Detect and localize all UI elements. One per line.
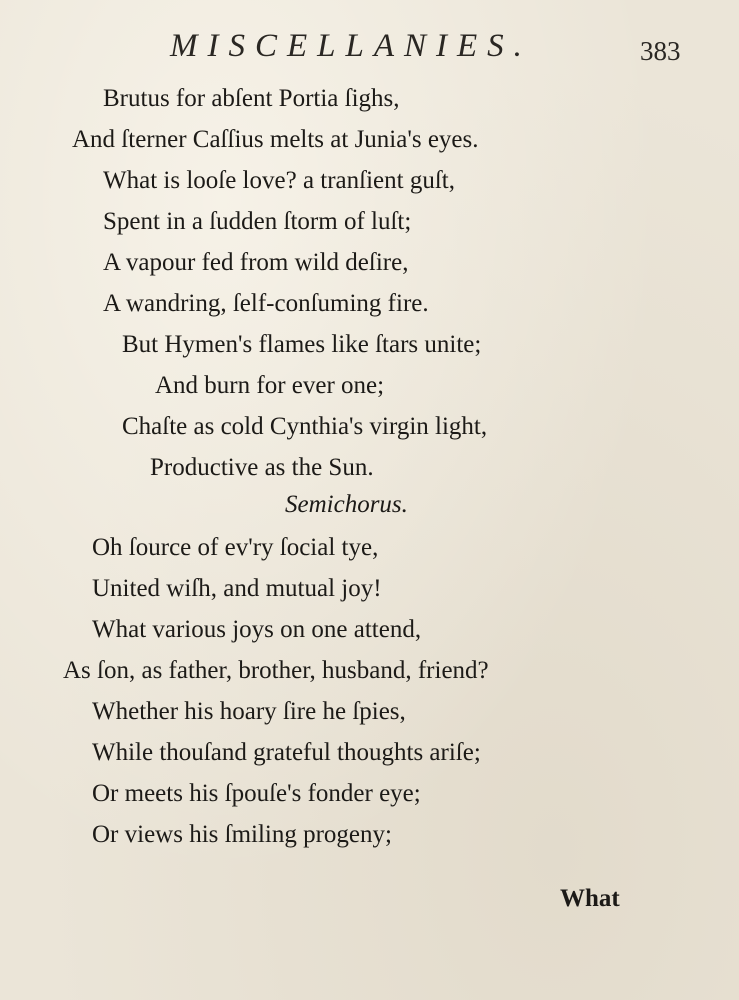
poem-line: Spent in a ſudden ſtorm of luſt; bbox=[103, 208, 412, 235]
poem-line: But Hymen's flames like ſtars unite; bbox=[122, 331, 482, 358]
poem-line: United wiſh, and mutual joy! bbox=[92, 575, 382, 602]
section-heading: Semichorus. bbox=[285, 491, 408, 518]
poem-line: Brutus for abſent Portia ſighs, bbox=[103, 85, 400, 112]
poem-line: A wandring, ſelf-conſuming fire. bbox=[103, 290, 429, 317]
poem-line: Or views his ſmiling progeny; bbox=[92, 821, 392, 848]
poem-line: What is looſe love? a tranſient guſt, bbox=[103, 167, 455, 194]
poem-line: And ſterner Caſſius melts at Junia's eyes. bbox=[72, 126, 479, 153]
poem-line: Whether his hoary ſire he ſpies, bbox=[92, 698, 406, 725]
poem-line: While thouſand grateful thoughts ariſe; bbox=[92, 739, 481, 766]
poem-line: Chaſte as cold Cynthia's virgin light, bbox=[122, 413, 488, 440]
page-number: 383 bbox=[640, 36, 681, 66]
poem-line: And burn for ever one; bbox=[155, 372, 385, 399]
poem-line: Productive as the Sun. bbox=[150, 454, 374, 481]
poem-line: As ſon, as father, brother, husband, friend? bbox=[63, 657, 489, 684]
running-head-title: MISCELLANIES. bbox=[170, 28, 532, 64]
catchword: What bbox=[560, 885, 620, 912]
poem-line: A vapour fed from wild deſire, bbox=[103, 249, 409, 276]
poem-line: What various joys on one attend, bbox=[92, 616, 422, 643]
poem-line: Oh ſource of ev'ry ſocial tye, bbox=[92, 534, 379, 561]
poem-line: Or meets his ſpouſe's fonder eye; bbox=[92, 780, 421, 807]
